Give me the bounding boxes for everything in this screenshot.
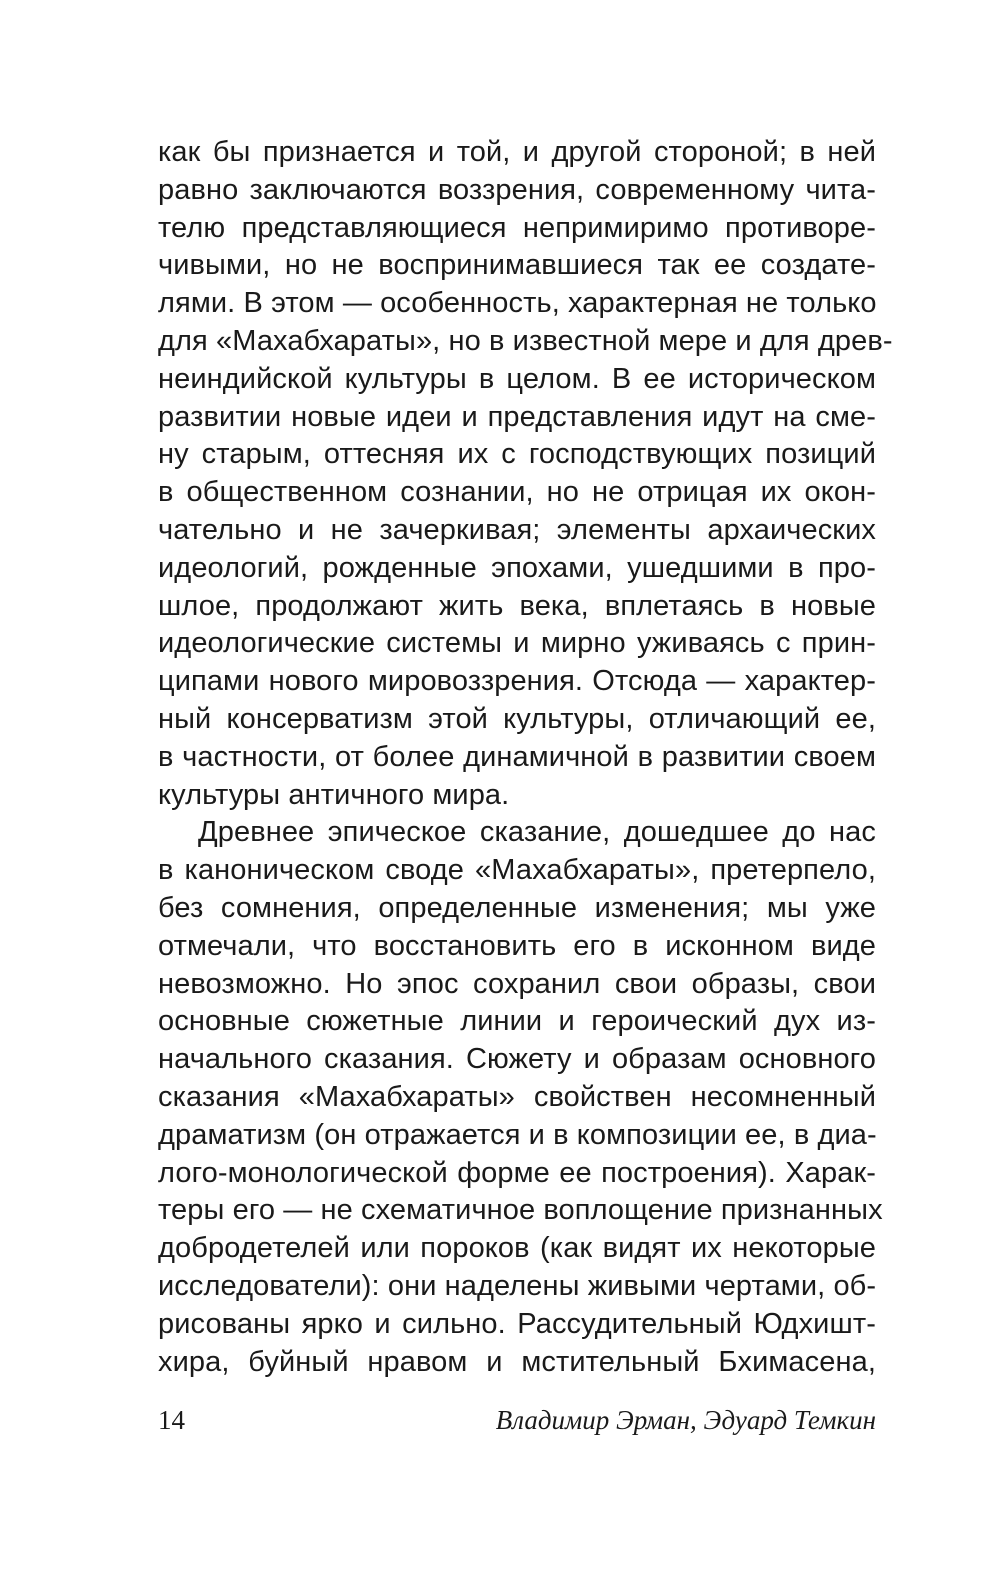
text-line: рисованы ярко и сильно. Рассудительный Юдхишт- xyxy=(158,1307,876,1340)
text-line: лями. В этом — особенность, характерная не только xyxy=(158,287,877,320)
text-line: шлое, продолжают жить века, вплетаясь в новые xyxy=(158,589,876,622)
text-line: развитии новые идеи и представления идут на сме- xyxy=(158,400,876,433)
text-line: неиндийской культуры в целом. В ее историческом xyxy=(158,362,876,395)
text-line: лого-монологической форме ее построения). Харак- xyxy=(158,1156,876,1189)
text-line: ну старым, оттесняя их с господствующих позиций xyxy=(158,438,876,471)
text-line: исследователи): они наделены живыми чертами, об- xyxy=(158,1269,877,1302)
text-line: чательно и не зачеркивая; элементы архаических xyxy=(158,513,876,546)
text-line: для «Махабхараты», но в известной мере и для древ- xyxy=(158,324,893,357)
text-line: телю представляющиеся непримиримо противоре- xyxy=(158,211,876,244)
body-text xyxy=(158,134,893,1381)
text-line: начального сказания. Сюжету и образам основного xyxy=(158,1043,876,1076)
text-line: в каноническом своде «Махабхараты», претерпело, xyxy=(158,854,876,887)
page-number: 14 xyxy=(158,1405,185,1435)
text-line: добродетелей или пороков (как видят их некоторые xyxy=(158,1232,876,1265)
paragraph xyxy=(158,814,883,1381)
text-line: ципами нового мировоззрения. Отсюда — характер- xyxy=(158,665,876,698)
page-footer xyxy=(158,1400,876,1440)
text-line: отмечали, что восстановить его в исконном виде xyxy=(158,929,876,962)
text-line: равно заключаются воззрения, современному чита- xyxy=(158,173,876,206)
text-line: драматизм (он отражается и в композиции ее, в диа- xyxy=(158,1118,877,1151)
running-title: Владимир Эрман, Эдуард Темкин xyxy=(495,1405,876,1435)
text-line: идеологические системы и мирно уживаясь с прин- xyxy=(158,627,876,660)
text-line: ный консерватизм этой культуры, отличающий ее, xyxy=(158,702,876,735)
text-line: культуры античного мира. xyxy=(158,778,510,811)
text-line: идеологий, рожденные эпохами, ушедшими в про- xyxy=(158,551,876,584)
text-line: Древнее эпическое сказание, дошедшее до нас xyxy=(198,816,876,849)
paragraph xyxy=(158,134,893,814)
text-line: как бы признается и той, и другой стороной; в ней xyxy=(158,136,876,168)
text-line: теры его — не схематичное воплощение признанных xyxy=(158,1194,883,1227)
text-line: невозможно. Но эпос сохранил свои образы, свои xyxy=(158,967,876,1000)
text-line: в общественном сознании, но не отрицая их окон- xyxy=(158,476,876,509)
text-line: в частности, от более динамичной в развитии своем xyxy=(158,740,876,773)
text-line: основные сюжетные линии и героический дух из- xyxy=(158,1005,876,1038)
text-line: чивыми, но не воспринимавшиеся так ее создате- xyxy=(158,249,876,282)
text-line: хира, буйный нравом и мстительный Бхимасена, xyxy=(158,1345,876,1378)
text-line: без сомнения, определенные изменения; мы уже xyxy=(158,891,876,924)
text-line: сказания «Махабхараты» свойствен несомненный xyxy=(158,1080,876,1113)
